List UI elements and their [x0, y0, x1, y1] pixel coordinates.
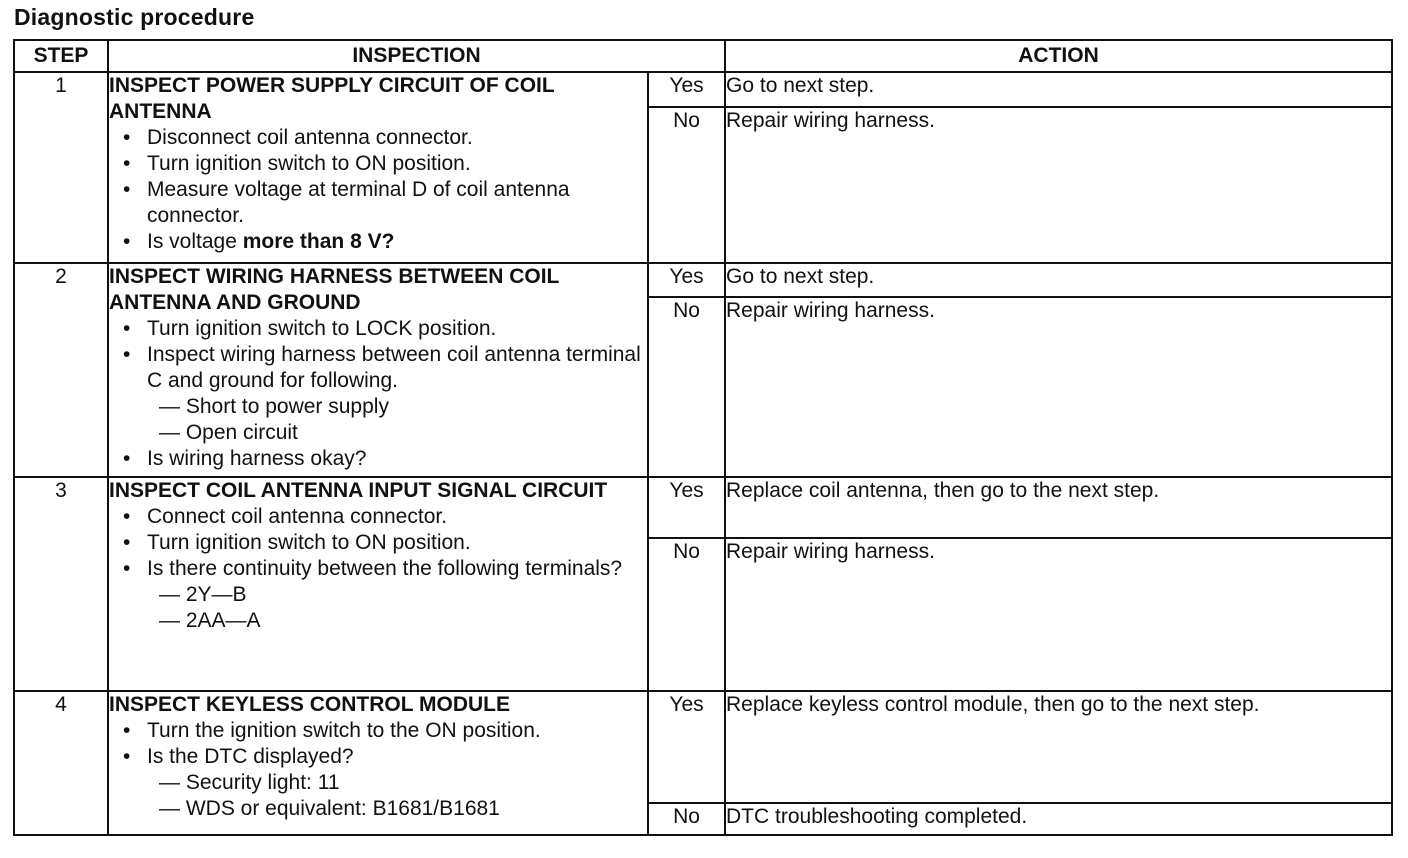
bullet-item: • Disconnect coil antenna connector. — [109, 125, 647, 151]
step-bullets — [109, 125, 647, 255]
diagnostic-table — [13, 39, 1393, 836]
yes-label: Yes — [648, 691, 725, 803]
sub-list — [147, 770, 647, 822]
no-action: Repair wiring harness. — [725, 297, 1392, 477]
header-inspection: INSPECTION — [108, 40, 725, 72]
no-action: Repair wiring harness. — [725, 538, 1392, 691]
header-action: ACTION — [725, 40, 1392, 72]
sub-item: — 2Y—B — [159, 583, 247, 606]
no-action: DTC troubleshooting completed. — [725, 803, 1392, 835]
yes-action: Go to next step. — [725, 263, 1392, 297]
bullet-item: • Measure voltage at terminal D of coil antenna connector. — [109, 177, 647, 229]
step-title: INSPECT WIRING HARNESS BETWEEN COIL ANTENNA AND GROUND — [109, 265, 559, 314]
bullet-item: • Turn ignition switch to LOCK position. — [109, 316, 647, 342]
sub-list — [147, 394, 647, 446]
step-title: INSPECT KEYLESS CONTROL MODULE — [109, 693, 510, 716]
step-bullets — [109, 718, 647, 822]
step-number: 3 — [14, 477, 108, 691]
no-action: Repair wiring harness. — [725, 107, 1392, 263]
bullet-item: • Is wiring harness okay? — [109, 446, 647, 472]
header-row — [14, 40, 1392, 72]
no-label: No — [648, 538, 725, 691]
page-title: Diagnostic procedure — [14, 4, 255, 30]
sub-item: — WDS or equivalent: B1681/B1681 — [159, 797, 500, 820]
sub-item: — Security light: 11 — [159, 771, 340, 794]
step-4-yes-row — [14, 691, 1392, 803]
yes-label: Yes — [648, 477, 725, 538]
bullet-text: Is the DTC displayed? — [147, 745, 354, 768]
step-bullets — [109, 316, 647, 472]
yes-label: Yes — [648, 72, 725, 107]
bullet-text: Is there continuity between the following terminals? — [147, 557, 623, 580]
step-number: 4 — [14, 691, 108, 835]
question-text: Is voltage — [147, 230, 243, 253]
header-step: STEP — [14, 40, 108, 72]
no-label: No — [648, 297, 725, 477]
question-bold-text: more than 8 V? — [242, 230, 395, 253]
yes-action: Replace coil antenna, then go to the next step. — [725, 477, 1392, 538]
yes-action: Go to next step. — [725, 72, 1392, 107]
step-title: INSPECT POWER SUPPLY CIRCUIT OF COIL ANTENNA — [109, 74, 555, 123]
sub-item: — Open circuit — [159, 421, 298, 444]
yes-label: Yes — [648, 263, 725, 297]
step-number: 2 — [14, 263, 108, 477]
bullet-text: Inspect wiring harness between coil antenna terminal C and ground for following. — [147, 343, 641, 392]
sub-list — [147, 582, 647, 634]
step-1-yes-row — [14, 72, 1392, 107]
no-label: No — [648, 803, 725, 835]
step-4-inspection — [108, 691, 648, 835]
step-number: 1 — [14, 72, 108, 263]
bullet-item — [109, 342, 647, 446]
step-3-yes-row — [14, 477, 1392, 538]
bullet-item: • Turn ignition switch to ON position. — [109, 530, 647, 556]
sub-item: — Short to power supply — [159, 395, 389, 418]
step-1-inspection — [108, 72, 648, 263]
bullet-item: • Turn ignition switch to ON position. — [109, 151, 647, 177]
step-title: INSPECT COIL ANTENNA INPUT SIGNAL CIRCUIT — [109, 479, 608, 502]
step-bullets — [109, 504, 647, 634]
no-label: No — [648, 107, 725, 263]
step-2-yes-row — [14, 263, 1392, 297]
bullet-item: • Turn the ignition switch to the ON position. — [109, 718, 647, 744]
yes-action: Replace keyless control module, then go to the next step. — [725, 691, 1392, 803]
step-3-inspection — [108, 477, 648, 691]
step-2-inspection — [108, 263, 648, 477]
sub-item: — 2AA—A — [159, 609, 261, 632]
bullet-item: • Connect coil antenna connector. — [109, 504, 647, 530]
bullet-item — [109, 556, 647, 634]
bullet-item — [109, 229, 647, 255]
bullet-item — [109, 744, 647, 822]
